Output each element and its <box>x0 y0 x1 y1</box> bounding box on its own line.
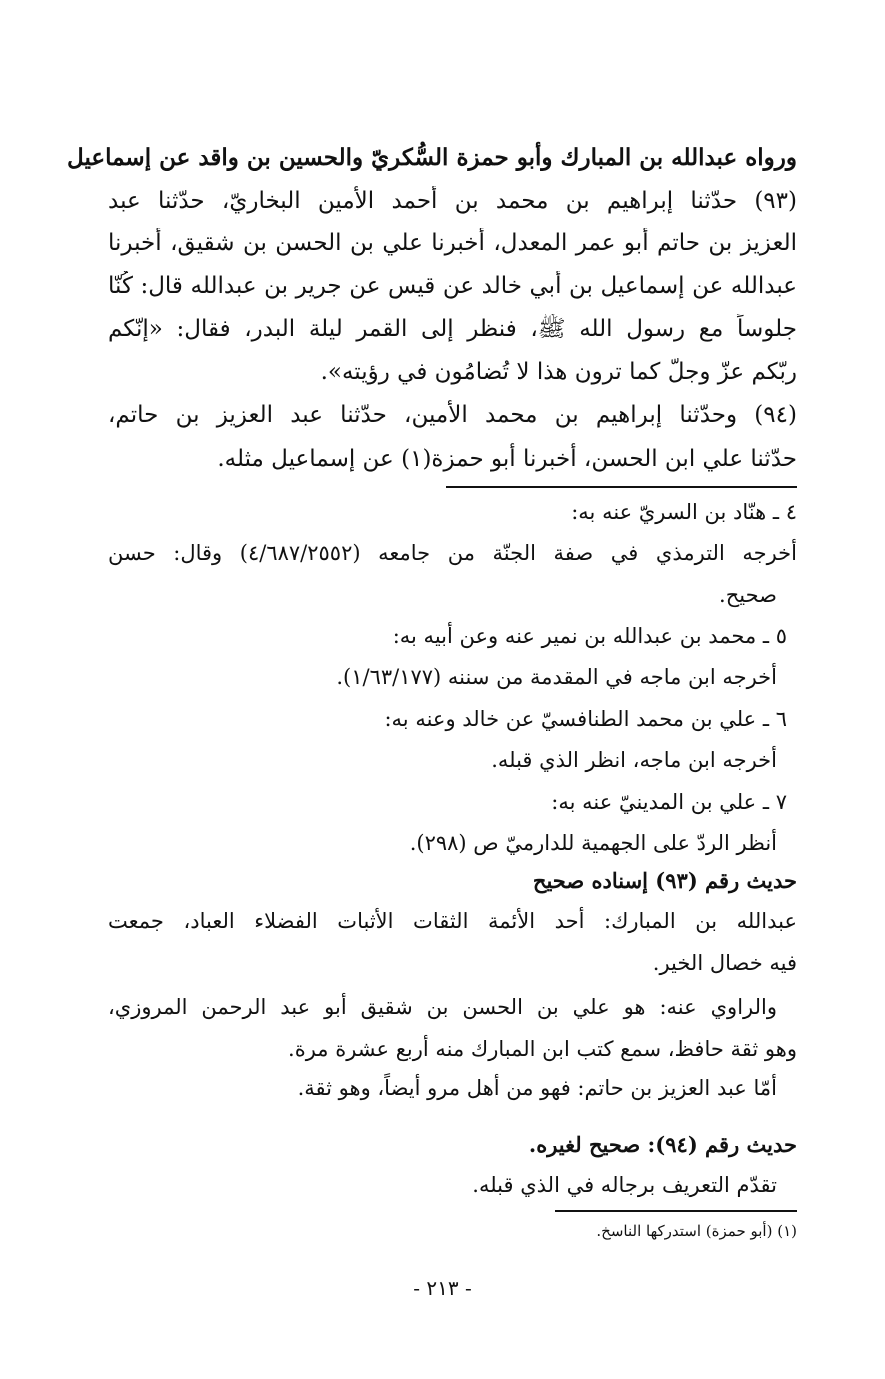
note-line-4: ٥ ـ محمد بن عبدالله بن نمير عنه وعن أبيه به: <box>392 624 787 648</box>
main-line-6: ربّكم عزّ وجلّ كما ترون هذا لا تُضامُون في رؤيته». <box>320 359 797 385</box>
notes-separator <box>446 486 797 488</box>
note-line-15: أمّا عبد العزيز بن حاتم: فهو من أهل مرو أيضاً، وهو ثقة. <box>297 1076 777 1100</box>
note-line-5: أخرجه ابن ماجه في المقدمة من سننه (١/٦٣/١٧٧). <box>336 665 777 689</box>
main-line-7: (٩٤) وحدّثنا إبراهيم بن محمد الأمين، حدّثنا عبد العزيز بن حاتم، <box>108 402 797 428</box>
main-line-2: (٩٣) حدّثنا إبراهيم بن محمد بن أحمد الأمين البخاريّ، حدّثنا عبد <box>108 188 797 214</box>
main-line-4: عبدالله عن إسماعيل بن أبي خالد عن قيس عن جرير بن عبدالله قال: كُنّا <box>108 273 797 299</box>
main-line-8: حدّثنا علي ابن الحسن، أخبرنا أبو حمزة(١) عن إسماعيل مثله. <box>217 446 797 472</box>
note-line-12: فيه خصال الخير. <box>652 951 797 975</box>
note-line-3: صحيح. <box>719 583 777 607</box>
footnote: (١) (أبو حمزة) استدركها الناسخ. <box>596 1222 797 1240</box>
note-line-2: أخرجه الترمذي في صفة الجنّة من جامعه (٤/٦٨٧/٢٥٥٢) وقال: حسن <box>108 541 797 565</box>
note-heading-93: حديث رقم (٩٣) إسناده صحيح <box>532 868 797 893</box>
note-line-17: تقدّم التعريف برجاله في الذي قبله. <box>472 1173 777 1197</box>
note-line-14: وهو ثقة حافظ، سمع كتب ابن المبارك منه أربع عشرة مرة. <box>288 1037 797 1061</box>
note-heading-94: حديث رقم (٩٤): صحيح لغيره. <box>528 1132 797 1157</box>
note-line-11: عبدالله بن المبارك: أحد الأئمة الثقات الأثبات الفضلاء العباد، جمعت <box>108 909 797 933</box>
main-line-3: العزيز بن حاتم أبو عمر المعدل، أخبرنا علي بن الحسن بن شقيق، أخبرنا <box>108 230 797 256</box>
note-line-13: والراوي عنه: هو علي بن الحسن بن شقيق أبو عبد الرحمن المروزي، <box>108 995 777 1019</box>
note-line-8: ٧ ـ علي بن المدينيّ عنه به: <box>551 790 787 814</box>
page-number: - ٢١٣ - <box>413 1276 472 1300</box>
note-line-1: ٤ ـ هنّاد بن السريّ عنه به: <box>571 500 797 524</box>
note-line-6: ٦ ـ علي بن محمد الطنافسيّ عن خالد وعنه به: <box>384 707 787 731</box>
main-line-1: ورواه عبدالله بن المبارك وأبو حمزة السُّكريّ والحسين بن واقد عن إسماعيل <box>67 144 797 171</box>
main-line-5: جلوساً مع رسول الله ﷺ، فنظر إلى القمر ليلة البدر، فقال: «إنّكم <box>108 316 797 342</box>
note-line-7: أخرجه ابن ماجه، انظر الذي قبله. <box>491 748 777 772</box>
note-line-9: أنظر الردّ على الجهمية للدارميّ ص (٢٩٨). <box>409 831 777 855</box>
footnote-separator <box>555 1210 797 1212</box>
